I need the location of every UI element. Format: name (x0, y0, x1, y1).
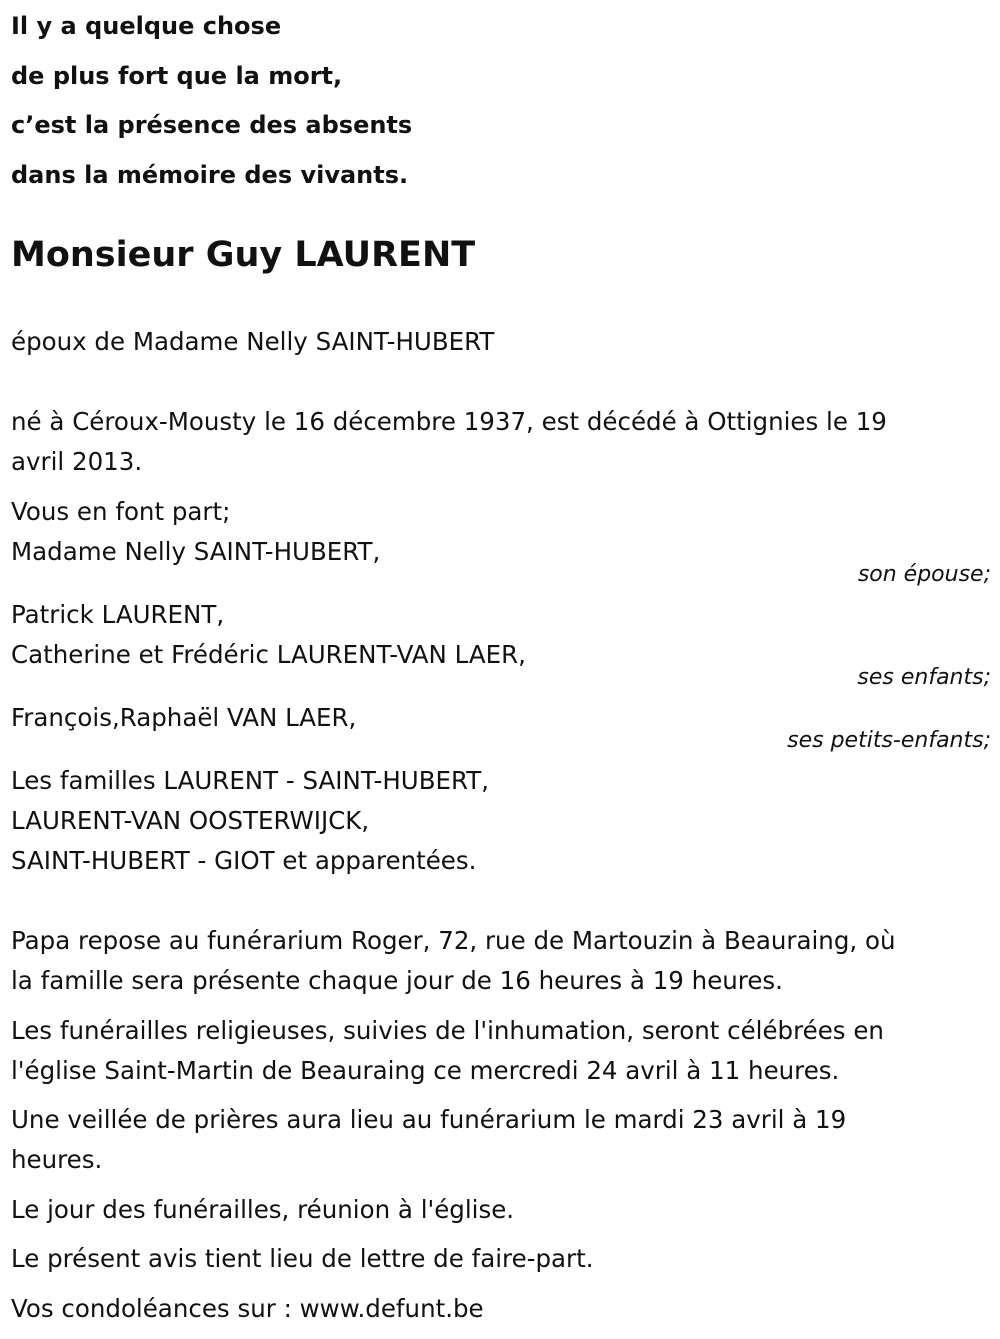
birth-death-info: né à Céroux-Mousty le 16 décembre 1937, est décédé à Ottignies le 19 avril 2013. (11, 407, 887, 476)
obituary-notice (11, 0, 991, 1323)
notice-info: Le présent avis tient lieu de lettre de faire-part. (11, 1244, 594, 1273)
children-list: Patrick LAURENT, Catherine et Frédéric LAURENT-VAN LAER, (11, 600, 526, 669)
funeral-info: Les funérailles religieuses, suivies de l'inhumation, seront célébrées en l'église Saint-Martin de Beauraing ce mercredi 24 avril à 11 heures. (11, 1016, 884, 1085)
announcers-intro: Vous en font part; Madame Nelly SAINT-HUBERT, (11, 492, 981, 572)
condolences-info: Vos condoléances sur : www.defunt.be (11, 1294, 484, 1323)
relation-spouse: son épouse; (857, 562, 991, 587)
relation-children: ses enfants; (857, 665, 991, 690)
vigil-info: Une veillée de prières aura lieu au funérarium le mardi 23 avril à 19 heures. (11, 1105, 847, 1174)
deceased-name: Monsieur Guy LAURENT (11, 235, 476, 275)
quote-line: Il y a quelque chose (11, 12, 282, 40)
spouse-name: Madame Nelly SAINT-HUBERT, (11, 537, 381, 566)
quote-line: dans la mémoire des vivants. (11, 160, 409, 189)
quote-line: de plus fort que la mort, (11, 61, 343, 90)
memorial-quote (11, 0, 991, 200)
families-list: Les familles LAURENT - SAINT-HUBERT, LAURENT-VAN OOSTERWIJCK, SAINT-HUBERT - GIOT et apparentées. (11, 766, 490, 875)
relation-grandchildren: ses petits-enfants; (787, 728, 991, 753)
repose-info: Papa repose au funérarium Roger, 72, rue de Martouzin à Beauraing, où la famille sera présente chaque jour de 16 heures à 19 heures. (11, 926, 896, 995)
grandchildren-list: François,Raphaël VAN LAER, (11, 703, 357, 732)
quote-line: c’est la présence des absents (11, 111, 413, 139)
meeting-info: Le jour des funérailles, réunion à l'église. (11, 1195, 515, 1224)
spouse-line: époux de Madame Nelly SAINT-HUBERT (11, 327, 495, 356)
